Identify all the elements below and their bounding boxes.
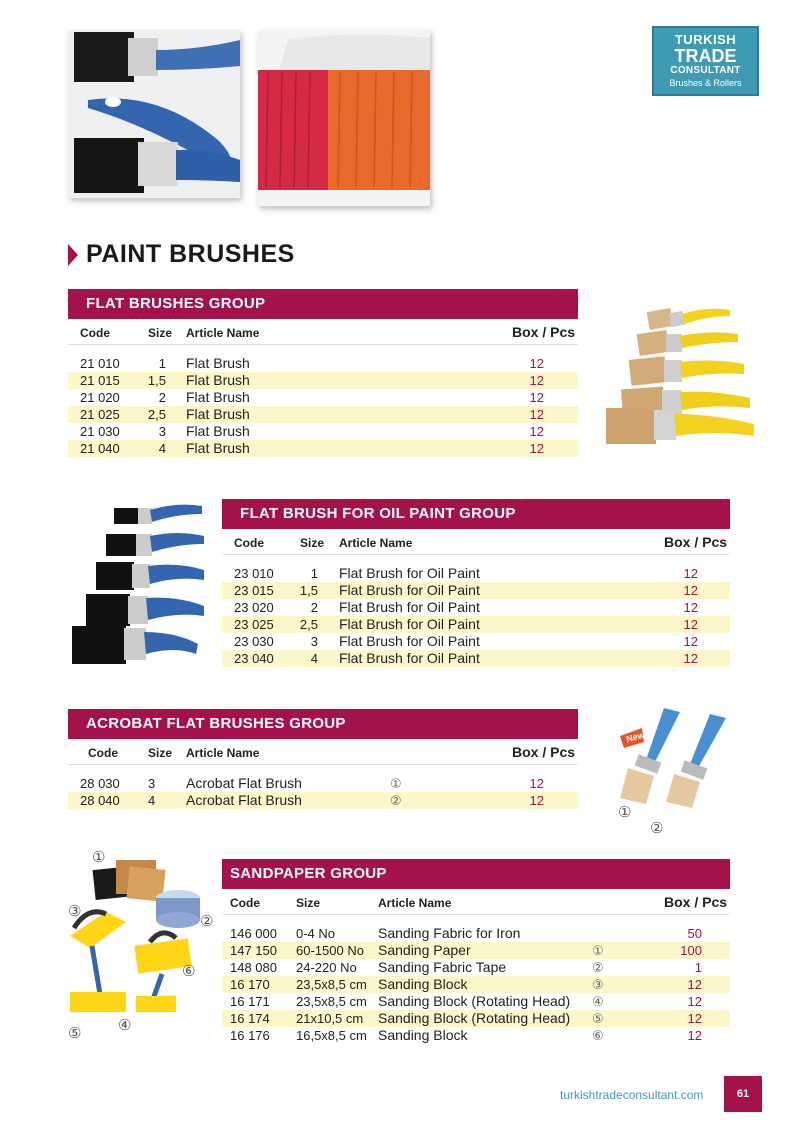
cell-name: Sanding Paper	[378, 942, 471, 958]
cell-code: 16 174	[230, 1011, 270, 1026]
column-headers	[222, 529, 730, 555]
cell-code: 23 015	[234, 583, 274, 598]
cell-name: Flat Brush for Oil Paint	[339, 565, 480, 581]
cell-marker: ①	[390, 776, 402, 791]
image-marker: ⑤	[68, 1025, 82, 1042]
column-headers	[222, 889, 730, 915]
cell-qty: 12	[529, 390, 544, 405]
cell-qty: 12	[683, 634, 698, 649]
col-size: Size	[148, 746, 173, 760]
col-code: Code	[88, 746, 118, 760]
table-body	[68, 355, 578, 457]
cell-qty: 12	[687, 1028, 702, 1043]
cell-marker: ⑤	[592, 1011, 604, 1026]
table-row	[68, 775, 578, 792]
cell-size: 3	[310, 634, 318, 649]
cell-qty: 12	[683, 617, 698, 632]
cell-name: Flat Brush for Oil Paint	[339, 582, 480, 598]
cell-code: 21 030	[80, 424, 120, 439]
cell-name: Flat Brush	[186, 355, 250, 371]
image-marker: ①	[618, 804, 632, 821]
col-name: Article Name	[186, 746, 260, 760]
cell-marker: ⑥	[592, 1028, 604, 1043]
cell-qty: 12	[683, 600, 698, 615]
cell-size: 4	[148, 793, 156, 808]
table-row	[222, 565, 730, 582]
cell-name: Flat Brush	[186, 440, 250, 456]
logo-line-4: Brushes & Rollers	[669, 78, 742, 88]
cell-code: 16 176	[230, 1028, 270, 1043]
cell-name: Flat Brush	[186, 406, 250, 422]
table-body	[222, 565, 730, 667]
col-code: Code	[80, 326, 110, 340]
cell-qty: 12	[529, 407, 544, 422]
cell-marker: ③	[592, 977, 604, 992]
table-row	[68, 406, 578, 423]
cell-qty: 12	[683, 651, 698, 666]
logo-line-3: CONSULTANT	[670, 65, 741, 76]
cell-code: 23 030	[234, 634, 274, 649]
cell-qty: 12	[529, 793, 544, 808]
yellow-brushes-image	[598, 304, 758, 454]
cell-code: 28 040	[80, 793, 120, 808]
cell-marker: ①	[592, 943, 604, 958]
cell-code: 148 080	[230, 960, 277, 975]
cell-name: Flat Brush for Oil Paint	[339, 599, 480, 615]
table-row	[68, 372, 578, 389]
table-row	[68, 440, 578, 457]
cell-qty: 100	[680, 943, 702, 958]
image-marker: ⑥	[182, 963, 196, 980]
cell-name: Acrobat Flat Brush	[186, 792, 302, 808]
cell-size: 0-4 No	[296, 926, 336, 941]
sandpaper-image	[66, 846, 216, 1046]
cell-code: 21 015	[80, 373, 120, 388]
cell-qty: 1	[694, 960, 702, 975]
col-size: Size	[296, 896, 321, 910]
table-row	[222, 650, 730, 667]
cell-code: 16 170	[230, 977, 270, 992]
page-number: 61	[724, 1076, 762, 1112]
cell-size: 4	[310, 651, 318, 666]
column-headers	[68, 319, 578, 345]
col-name: Article Name	[186, 326, 260, 340]
group-title: SANDPAPER GROUP	[222, 859, 730, 889]
cell-code: 21 020	[80, 390, 120, 405]
cell-marker: ②	[390, 793, 402, 808]
cell-marker: ②	[592, 960, 604, 975]
cell-name: Flat Brush	[186, 389, 250, 405]
cell-size: 1,5	[147, 373, 166, 388]
image-marker: ③	[68, 903, 82, 920]
table-row	[222, 925, 730, 942]
table-row	[222, 1010, 730, 1027]
table-row	[68, 389, 578, 406]
cell-marker: ④	[592, 994, 604, 1009]
cell-code: 21 010	[80, 356, 120, 371]
image-marker: ②	[200, 913, 214, 930]
cell-name: Sanding Fabric for Iron	[378, 925, 521, 941]
col-box: Box / Pcs	[512, 744, 576, 760]
cell-name: Sanding Block	[378, 1027, 468, 1043]
table-row	[222, 599, 730, 616]
cell-qty: 12	[687, 1011, 702, 1026]
group-title: ACROBAT FLAT BRUSHES GROUP	[68, 709, 578, 739]
cell-size: 23,5x8,5 cm	[296, 994, 367, 1009]
cell-size: 2	[158, 390, 166, 405]
cell-size: 2	[310, 600, 318, 615]
triangle-icon	[68, 244, 78, 266]
table-row	[222, 582, 730, 599]
cell-name: Flat Brush for Oil Paint	[339, 633, 480, 649]
col-size: Size	[148, 326, 173, 340]
logo-line-2: TRADE	[674, 46, 737, 66]
table-body	[222, 925, 730, 1044]
table-body	[68, 775, 578, 809]
flat-brushes-group	[68, 289, 578, 457]
cell-size: 21x10,5 cm	[296, 1011, 364, 1026]
cell-name: Acrobat Flat Brush	[186, 775, 302, 791]
table-row	[222, 976, 730, 993]
oil-paint-group	[222, 499, 730, 667]
col-code: Code	[230, 896, 260, 910]
table-row	[222, 633, 730, 650]
image-marker: ②	[650, 820, 664, 837]
brush-photo	[68, 30, 240, 198]
sandpaper-group	[222, 859, 730, 1044]
cell-size: 3	[158, 424, 166, 439]
cell-size: 1,5	[299, 583, 318, 598]
col-box: Box / Pcs	[512, 324, 576, 340]
cell-code: 21 040	[80, 441, 120, 456]
cell-name: Sanding Block (Rotating Head)	[378, 993, 571, 1009]
table-row	[222, 993, 730, 1010]
cell-qty: 12	[687, 994, 702, 1009]
table-row	[222, 616, 730, 633]
cell-code: 21 025	[80, 407, 120, 422]
cell-code: 23 025	[234, 617, 274, 632]
image-marker: ①	[92, 849, 106, 866]
blue-brushes-image	[66, 494, 206, 666]
page-title	[68, 240, 295, 269]
column-headers	[68, 739, 578, 765]
website-link[interactable]: turkishtradeconsultant.com	[560, 1088, 704, 1102]
new-badge: New	[625, 729, 646, 745]
table-row	[68, 792, 578, 809]
cell-size: 16,5x8,5 cm	[296, 1028, 367, 1043]
cell-code: 23 040	[234, 651, 274, 666]
table-row	[68, 355, 578, 372]
cell-qty: 50	[687, 926, 702, 941]
cell-qty: 12	[687, 977, 702, 992]
cell-size: 4	[158, 441, 166, 456]
cell-size: 2,5	[299, 617, 318, 632]
image-marker: ④	[118, 1017, 132, 1034]
cell-code: 23 010	[234, 566, 274, 581]
table-row	[222, 959, 730, 976]
cell-size: 3	[148, 776, 156, 791]
col-code: Code	[234, 536, 264, 550]
cell-code: 146 000	[230, 926, 277, 941]
cell-qty: 12	[529, 441, 544, 456]
cell-name: Flat Brush for Oil Paint	[339, 650, 480, 666]
cell-name: Flat Brush for Oil Paint	[339, 616, 480, 632]
cell-code: 147 150	[230, 943, 277, 958]
cell-size: 2,5	[147, 407, 166, 422]
col-box: Box / Pcs	[664, 534, 728, 550]
cell-qty: 12	[683, 583, 698, 598]
cell-qty: 12	[529, 776, 544, 791]
cell-name: Sanding Fabric Tape	[378, 959, 507, 975]
logo-line-1: TURKISH	[674, 32, 737, 47]
cell-qty: 12	[529, 424, 544, 439]
cell-size: 1	[310, 566, 318, 581]
cell-name: Flat Brush	[186, 423, 250, 439]
cell-qty: 12	[529, 373, 544, 388]
cell-size: 60-1500 No	[296, 943, 364, 958]
col-name: Article Name	[339, 536, 413, 550]
col-size: Size	[300, 536, 325, 550]
table-row	[222, 1027, 730, 1044]
col-name: Article Name	[378, 896, 452, 910]
broom-photo	[258, 30, 430, 206]
table-row	[68, 423, 578, 440]
cell-size: 24-220 No	[296, 960, 357, 975]
cell-code: 28 030	[80, 776, 120, 791]
company-logo	[652, 26, 759, 96]
cell-name: Flat Brush	[186, 372, 250, 388]
cell-qty: 12	[683, 566, 698, 581]
cell-name: Sanding Block	[378, 976, 468, 992]
acrobat-group	[68, 709, 578, 809]
acrobat-brushes-image	[614, 708, 734, 808]
group-title: FLAT BRUSHES GROUP	[68, 289, 578, 319]
col-box: Box / Pcs	[664, 894, 728, 910]
cell-code: 16 171	[230, 994, 270, 1009]
group-title: FLAT BRUSH FOR OIL PAINT GROUP	[222, 499, 730, 529]
cell-size: 1	[158, 356, 166, 371]
cell-size: 23,5x8,5 cm	[296, 977, 367, 992]
cell-qty: 12	[529, 356, 544, 371]
page-title-text: PAINT BRUSHES	[86, 240, 295, 268]
cell-name: Sanding Block (Rotating Head)	[378, 1010, 571, 1026]
cell-code: 23 020	[234, 600, 274, 615]
table-row	[222, 942, 730, 959]
